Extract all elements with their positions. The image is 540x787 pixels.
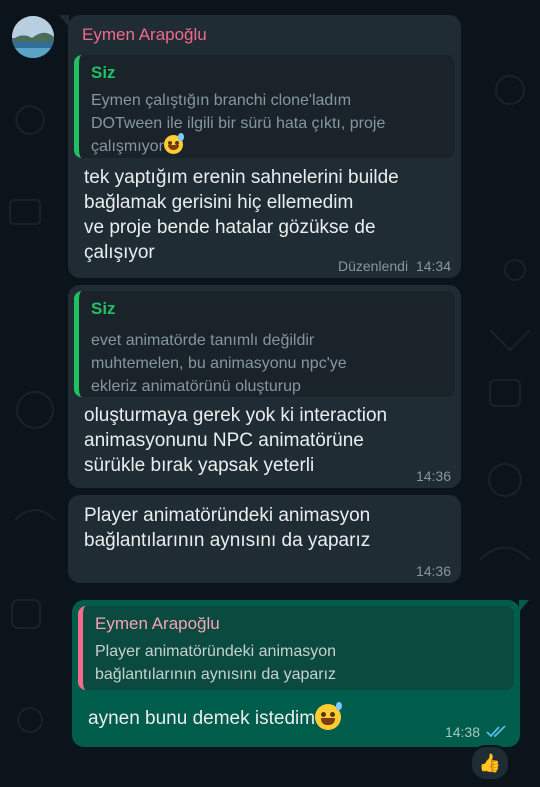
quote-author: Siz bbox=[91, 63, 116, 82]
thumbs-up-reaction[interactable] bbox=[470, 745, 510, 781]
sender-avatar[interactable] bbox=[12, 16, 54, 58]
quote-author: Eymen Arapoğlu bbox=[95, 614, 220, 633]
incoming-message[interactable] bbox=[68, 495, 461, 583]
incoming-message[interactable] bbox=[68, 285, 461, 488]
quote-text: evet animatörde tanımlı değildir muhtemelen, bu animasyonu npc'ye ekleriz animatörünü oluşturup bbox=[91, 332, 347, 395]
quote-text: Player animatöründeki animasyon bağlantılarının aynısını da yaparız bbox=[95, 643, 337, 683]
bubble-tail bbox=[59, 15, 69, 27]
reaction-emoji: 👍 bbox=[478, 752, 502, 773]
quoted-message[interactable] bbox=[74, 55, 455, 158]
sender-name: Eymen Arapoğlu bbox=[82, 25, 207, 44]
bubble-tail bbox=[519, 600, 529, 612]
message-text: Player animatöründeki animasyon bağlantılarının aynısını da yaparız bbox=[84, 505, 371, 551]
sweat-smile-emoji bbox=[315, 704, 341, 730]
message-time: 14:34 bbox=[415, 258, 451, 274]
sweat-smile-emoji bbox=[164, 135, 183, 154]
incoming-message[interactable] bbox=[68, 15, 461, 278]
message-text: aynen bunu demek istedim bbox=[88, 708, 316, 729]
message-time: 14:36 bbox=[415, 468, 451, 484]
message-text: tek yaptığım erenin sahnelerini builde bağlamak gerisini hiç ellemedim ve proje bende hatalar gözükse de çalışıyor bbox=[84, 167, 399, 263]
message-text: oluşturmaya gerek yok ki interaction animasyonunu NPC animatörüne sürükle bırak yapsak yeterli bbox=[84, 405, 388, 476]
edited-label: Düzenlendi bbox=[338, 258, 409, 274]
quote-author: Siz bbox=[91, 299, 116, 318]
double-check-icon bbox=[486, 725, 508, 739]
message-time: 14:38 bbox=[444, 724, 480, 740]
quoted-message[interactable] bbox=[74, 291, 455, 397]
outgoing-message[interactable] bbox=[72, 600, 520, 747]
avatar-image bbox=[12, 16, 54, 58]
quote-text: Eymen çalıştığın branchi clone'ladım DOTween ile ilgili bir sürü hata çıktı, proje çalışmıyor bbox=[91, 92, 386, 155]
message-time: 14:36 bbox=[415, 563, 451, 579]
quoted-message[interactable] bbox=[78, 606, 514, 690]
